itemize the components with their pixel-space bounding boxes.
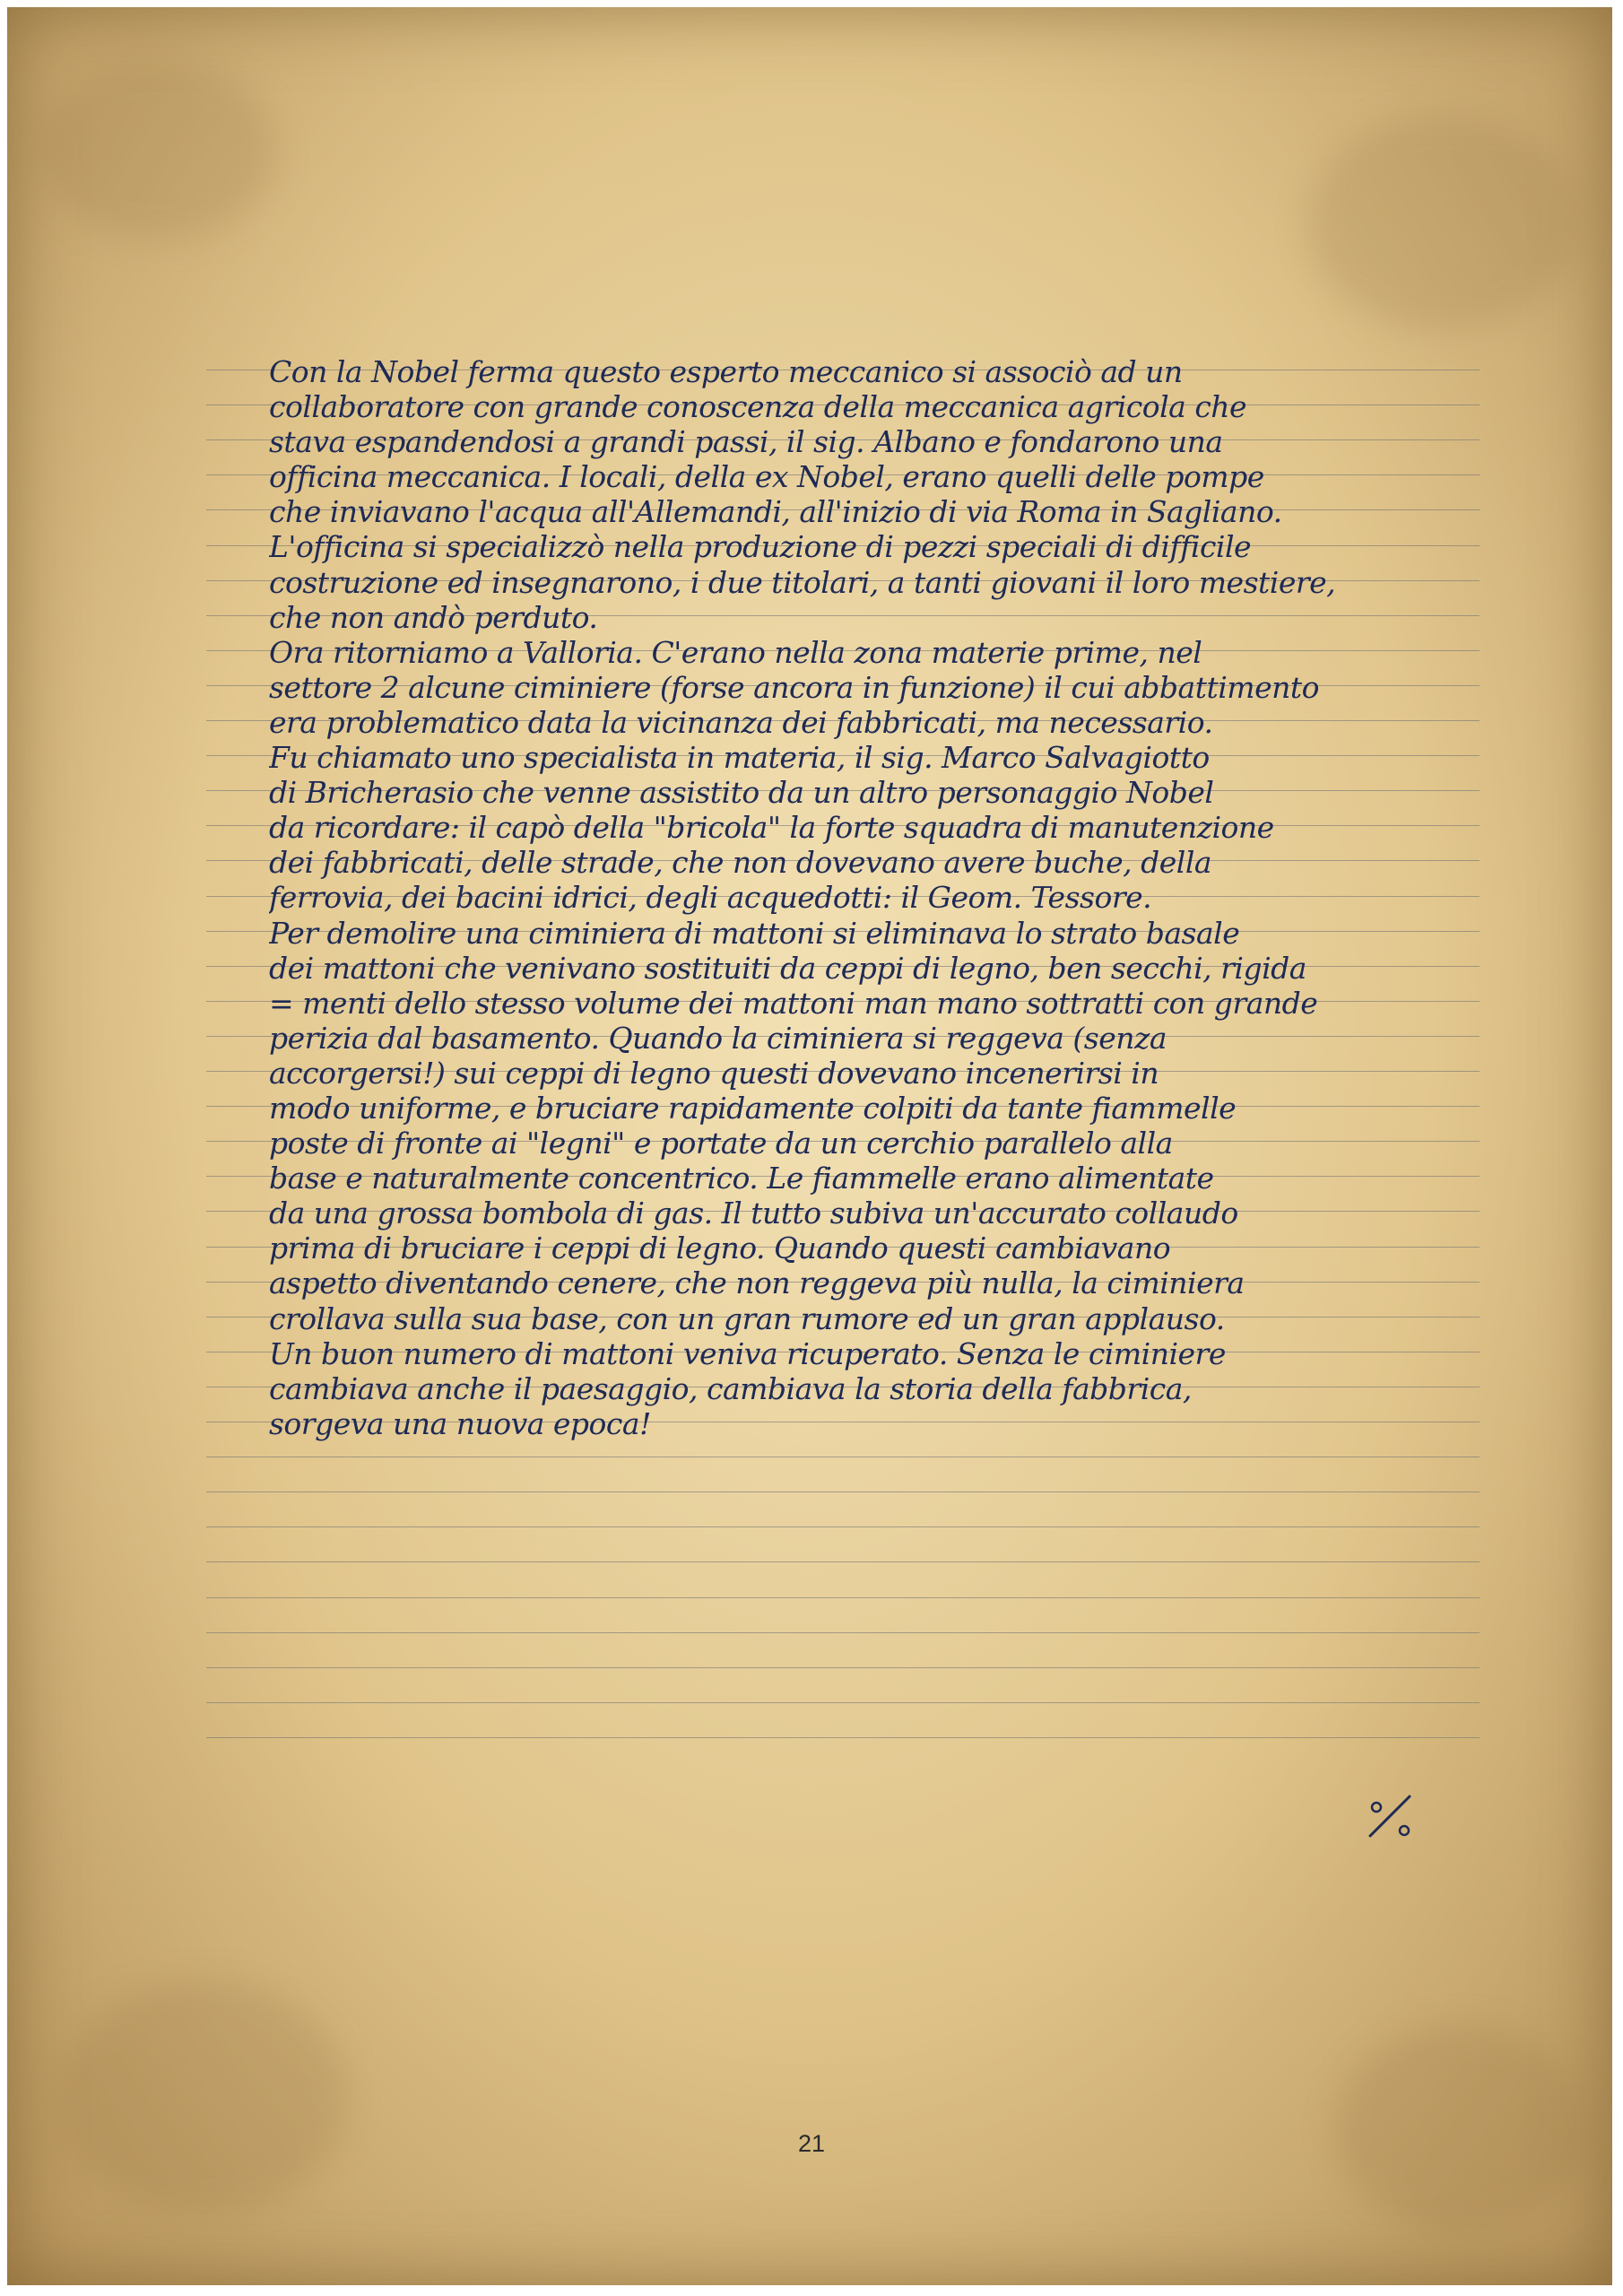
text-line: crollava sulla sua base, con un gran rumore ed un gran applauso.: [269, 1300, 1225, 1336]
rule-line: [206, 1667, 1480, 1668]
rule-line: [206, 1561, 1480, 1562]
text-line: dei fabbricati, delle strade, che non dovevano avere buche, della: [269, 845, 1212, 881]
rule-line: [206, 1597, 1480, 1598]
text-line: sorgeva una nuova epoca!: [269, 1405, 651, 1441]
text-line: prima di bruciare i ceppi di legno. Quando questi cambiavano: [269, 1231, 1171, 1266]
text-line: aspetto diventando cenere, che non reggeva più nulla, la ciminiera: [269, 1265, 1245, 1301]
text-line: Fu chiamato uno specialista in materia, il sig. Marco Salvagiotto: [269, 740, 1210, 776]
text-line: di Bricherasio che venne assistito da un altro personaggio Nobel: [269, 775, 1214, 811]
text-line: modo uniforme, e bruciare rapidamente colpiti da tante fiammelle: [269, 1090, 1237, 1126]
text-line: ferrovia, dei bacini idrici, degli acquedotti: il Geom. Tessore.: [269, 880, 1152, 916]
text-line: accorgersi!) sui ceppi di legno questi dovevano incenerirsi in: [269, 1055, 1159, 1091]
rule-line: [206, 1737, 1480, 1738]
rule-line: [206, 1526, 1480, 1527]
paper-stain: [61, 1980, 348, 2213]
text-line: Per demolire una ciminiera di mattoni si eliminava lo strato basale: [269, 915, 1240, 951]
text-line: che inviavano l'acqua all'Allemandi, all'inizio di via Roma in Sagliano.: [269, 494, 1282, 530]
text-line: settore 2 alcune ciminiere (forse ancora in funzione) il cui abbattimento: [269, 669, 1320, 705]
paper-stain: [43, 61, 276, 240]
handwritten-text-block: [269, 354, 1435, 1441]
paper-stain: [1334, 2025, 1585, 2231]
text-line: costruzione ed insegnarono, i due titolari, a tanti giovani il loro mestiere,: [269, 564, 1336, 600]
rule-line: [206, 1632, 1480, 1633]
text-line: Ora ritorniamo a Valloria. C'erano nella zona materie prime, nel: [269, 634, 1202, 670]
text-line: che non andò perduto.: [269, 599, 598, 635]
rule-line: [206, 1702, 1480, 1703]
text-line: Un buon numero di mattoni veniva ricuperato. Senza le ciminiere: [269, 1335, 1226, 1371]
text-line: da una grossa bombola di gas. Il tutto subiva un'accurato collaudo: [269, 1196, 1238, 1231]
text-line: officina meccanica. I locali, della ex Nobel, erano quelli delle pompe: [269, 459, 1264, 495]
page-number: 21: [797, 2130, 826, 2157]
text-line: stava espandendosi a grandi passi, il sig. Albano e fondarono una: [269, 424, 1223, 460]
text-line: era problematico data la vicinanza dei fabbricati, ma necessario.: [269, 704, 1213, 740]
text-line: cambiava anche il paesaggio, cambiava la storia della fabbrica,: [269, 1370, 1192, 1406]
text-line: L'officina si specializzò nella produzione di pezzi speciali di difficile: [269, 529, 1252, 565]
text-line: perizia dal basamento. Quando la ciminiera si reggeva (senza: [269, 1020, 1167, 1056]
text-line: da ricordare: il capò della "bricola" la forte squadra di manutenzione: [269, 810, 1274, 846]
text-line: poste di fronte ai "legni" e portate da un cerchio parallelo alla: [269, 1126, 1173, 1161]
text-line: base e naturalmente concentrico. Le fiammelle erano alimentate: [269, 1161, 1214, 1196]
text-line: collaboratore con grande conoscenza della meccanica agricola che: [269, 389, 1247, 425]
text-line: Con la Nobel ferma questo esperto meccanico si associò ad un: [269, 354, 1183, 389]
paper-stain: [1307, 115, 1576, 330]
end-mark: [1363, 1789, 1417, 1843]
text-line: dei mattoni che venivano sostituiti da ceppi di legno, ben secchi, rigida: [269, 950, 1306, 986]
text-line: = menti dello stesso volume dei mattoni man mano sottratti con grande: [269, 985, 1318, 1021]
